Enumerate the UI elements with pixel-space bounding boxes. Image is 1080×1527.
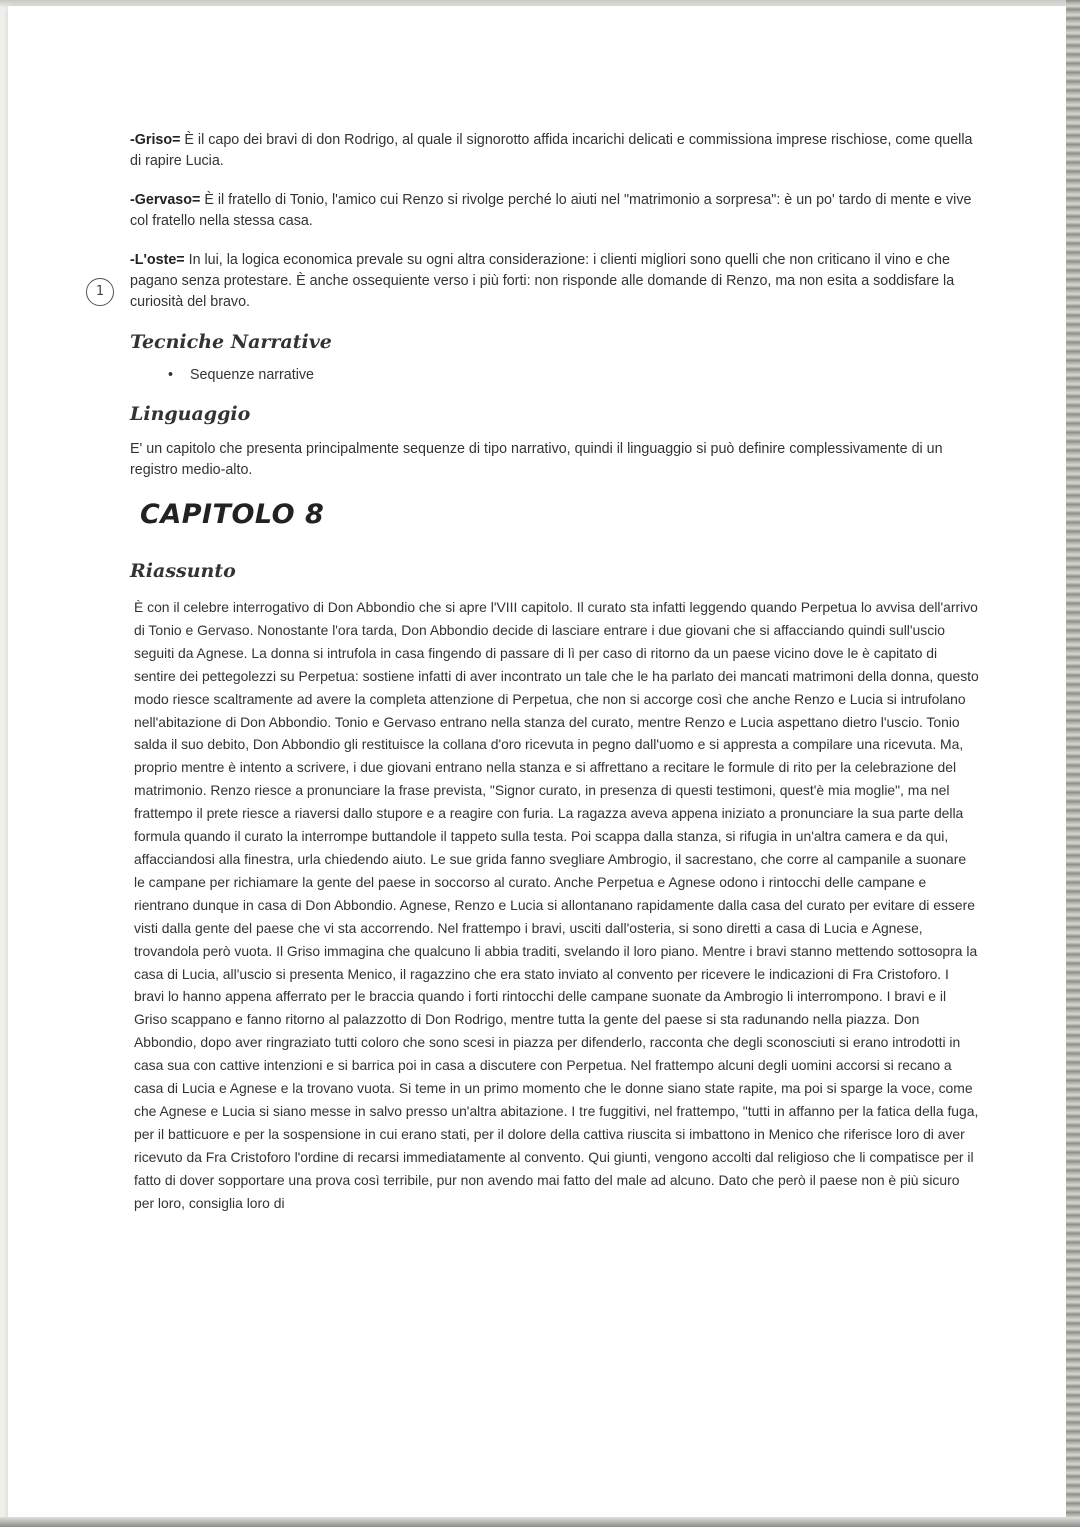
language-heading: Linguaggio	[130, 403, 251, 425]
character-term: -Gervaso=	[130, 192, 201, 208]
character-description: È il capo dei bravi di don Rodrigo, al quale il signorotto affida incarichi delicati e commissiona imprese rischiose, come quella di rapire Lucia.	[130, 132, 973, 169]
chapter-title: CAPITOLO 8	[140, 499, 325, 530]
summary-heading: Riassunto	[130, 560, 236, 582]
narrative-techniques-list	[130, 367, 980, 383]
scan-bottom-edge	[0, 1517, 1080, 1527]
document-content	[130, 130, 980, 1214]
list-item: • Sequenze narrative	[130, 367, 980, 383]
character-description: In lui, la logica economica prevale su ogni altra considerazione: i clienti migliori sono quelli che non criticano il vino e che pagano senza protestare. È anche ossequiente verso i più forti: non risponde alle domande di Renzo, ma non esita a soddisfare la curiosità del bravo.	[130, 252, 955, 310]
character-term: -L'oste=	[130, 252, 185, 268]
character-gervaso	[130, 190, 980, 232]
summary-text: È con il celebre interrogativo di Don Abbondio che si apre l'VIII capitolo. Il curato sta infatti leggendo quando Perpetua lo avvisa dell'arrivo di Tonio e Gervaso. Nonostante l'ora tarda, Don Abbondio decide di lasciare entrare i due giovani che si affacciando quindi sull'uscio seguiti da Agnese. La donna si intrufola in casa fingendo di passare di lì per caso di ritorno da un paese vicino dove le è capitato di sentire dei pettegolezzi su Perpetua: sostiene infatti di aver incontrato un tale che le ha parlato dei mancati matrimoni della donna, questo modo riesce scaltramente ad avere la completa attenzione di Perpetua, che non si accorge così che anche Renzo e Lucia si intrufolano nell'abitazione di Don Abbondio. Tonio e Gervaso entrano nella stanza del curato, mentre Renzo e Lucia aspettano dietro l'uscio. Tonio salda il suo debito, Don Abbondio gli restituisce la collana d'oro ricevuta in pegno dall'uomo e si appresta a compilare una ricevuta. Ma, proprio mentre è intento a scrivere, i due giovani entrano nella stanza e si affrettano a recitare le formule di rito per la celebrazione del matrimonio. Renzo riesce a pronunciare la frase prevista, "Signor curato, in presenza di questi testimoni, quest'è mia moglie", ma nel frattempo il prete riesce a riaversi dallo stupore e a reagire con furia. La ragazza aveva appena iniziato a pronunciare la sua parte della formula quando il curato la interrompe buttandole il tappeto sulla testa. Poi scappa dalla stanza, si rifugia in un'altra camera e da qui, affacciandosi alla finestra, urla chiedendo aiuto. Le sue grida fanno svegliare Ambrogio, il sacrestano, che corre al campanile a suonare le campane per richiamare la gente del paese in soccorso al curato. Anche Perpetua e Agnese odono i rintocchi delle campane e rientrano dunque in casa di Don Abbondio. Agnese, Renzo e Lucia si allontanano rapidamente dalla casa del curato per evitare di essere visti dalla gente del paese che vi sta accorrendo. Nel frattempo i bravi, usciti dall'osteria, si sono diretti a casa di Lucia e Agnese, trovandola però vuota. Il Griso immagina che qualcuno li abbia traditi, svelando il loro piano. Mentre i bravi stanno mettendo sottosopra la casa di Lucia, all'uscio si presenta Menico, il ragazzino che era stato inviato al convento per ricevere le indicazioni di Fra Cristoforo. I bravi lo hanno appena afferrato per le braccia quando i forti rintocchi delle campane suonate da Ambrogio li interrompono. I bravi e il Griso scappano e fanno ritorno al palazzotto di Don Rodrigo, mentre tutta la gente del paese si sta radunando nella piazza. Don Abbondio, dopo aver ringraziato tutti coloro che sono scesi in piazza per difenderlo, racconta che degli sconosciuti si erano introdotti in casa sua con cattive intenzioni e si barrica poi in casa a discutere con Perpetua. Nel frattempo alcuni degli uomini accorsi si recano a casa di Lucia e Agnese e la trovano vuota. Si teme in un primo momento che le donne siano state rapite, ma poi si sparge la voce, come che Agnese e Lucia si siano messe in salvo presso un'altra abitazione. I tre fuggitivi, nel frattempo, "tutti in affanno per la fatica della fuga, per il batticuore e per la sospensione in cui erano stati, per il dolore della cattiva riuscita si imbattono in Menico che riferisce loro di aver ricevuto da Fra Cristoforo l'ordine di recarsi immediatamente al convento. Qui giunti, vengono accolti dal religioso che li compatisce per il fatto di dover sopportare una prova così terribile, pur non avendo mai fatto del male ad alcuno. Dato che però il paese non è più sicuro per loro, consiglia loro di	[134, 599, 979, 1211]
character-description: È il fratello di Tonio, l'amico cui Renzo si rivolge perché lo aiuti nel "matrimonio a sorpresa": è un po' tardo di mente e vive col fratello nella stessa casa.	[130, 192, 972, 229]
scan-right-edge	[1066, 0, 1080, 1527]
margin-circle-mark: 1	[86, 278, 114, 306]
character-term: -Griso=	[130, 132, 181, 148]
character-oste	[130, 250, 980, 313]
language-text: E' un capitolo che presenta principalmente sequenze di tipo narrativo, quindi il linguaggio si può definire complessivamente di un registro medio-alto.	[130, 441, 943, 478]
character-griso	[130, 130, 980, 172]
narrative-techniques-heading: Tecniche Narrative	[130, 331, 332, 353]
